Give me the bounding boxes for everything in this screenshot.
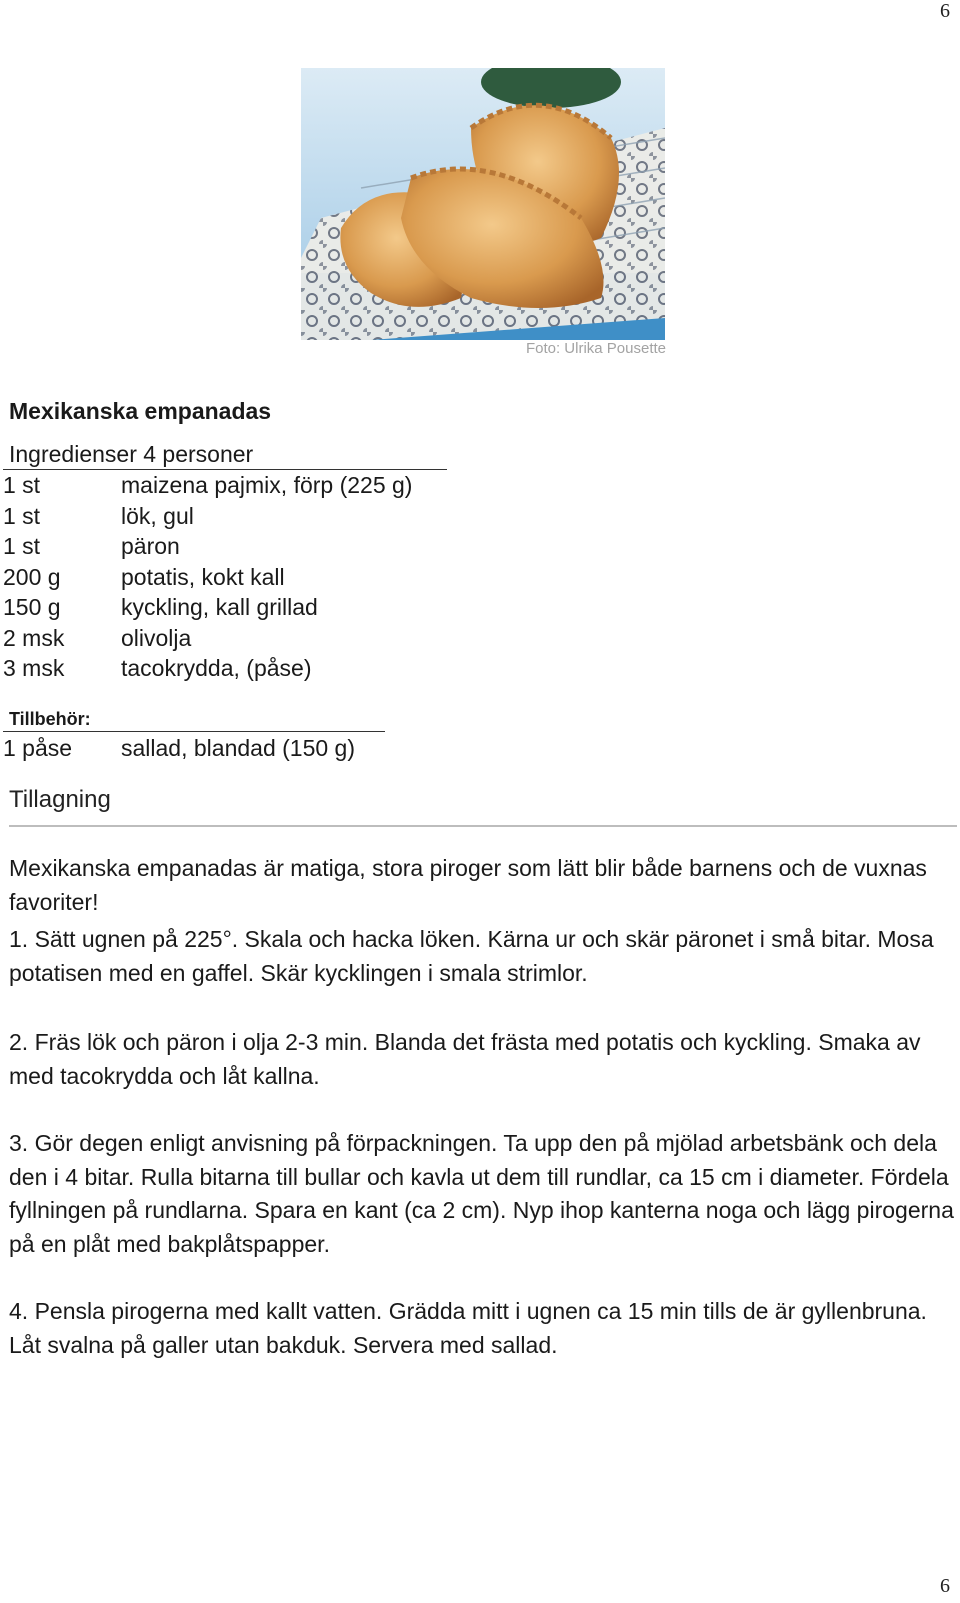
ingredient-name: lök, gul [121, 502, 194, 529]
ingredient-amount: 2 msk [3, 624, 65, 651]
step-2: 2. Fräs lök och päron i olja 2-3 min. Blanda det frästa med potatis och kyckling. Smaka av med tacokrydda och låt kallna. [9, 1029, 921, 1089]
ingredient-amount: 150 g [3, 594, 61, 620]
ingredient-name: kyckling, kall grillad [121, 594, 318, 620]
preparation-heading: Tillagning [9, 786, 111, 813]
ingredient-amount: 200 g [3, 563, 61, 590]
step-1: 1. Sätt ugnen på 225°. Skala och hacka löken. Kärna ur och skär päronet i små bitar. Mosa potatisen med en gaffel. Skär kycklingen i smala strimlor. [9, 926, 934, 986]
accessories-heading: Tillbehör: [3, 708, 385, 732]
page-number-bottom: 6 [940, 1575, 950, 1597]
ingredient-amount: 1 st [3, 502, 41, 529]
step-4: 4. Pensla pirogerna med kallt vatten. Grädda mitt i ugnen ca 15 min tills de är gyllenbruna. Låt svalna på galler utan bakduk. Servera med sallad. [9, 1298, 927, 1358]
section-divider [9, 825, 957, 827]
accessory-amount: 1 påse [3, 735, 73, 761]
ingredient-amount: 3 msk [3, 655, 65, 681]
ingredients-heading: Ingredienser 4 personer [3, 441, 447, 470]
page-number-top: 6 [940, 0, 950, 22]
empanadas-photo [301, 68, 665, 340]
empanadas-illustration [301, 68, 665, 340]
ingredient-name: päron [121, 533, 180, 559]
recipe-title: Mexikanska empanadas [9, 398, 272, 424]
accessory-name: sallad, blandad (150 g) [121, 735, 355, 761]
ingredient-name: olivolja [121, 624, 192, 651]
ingredient-amount: 1 st [3, 533, 41, 559]
photo-caption: Foto: Ulrika Pousette [525, 340, 666, 357]
step-3: 3. Gör degen enligt anvisning på förpackningen. Ta upp den på mjölad arbetsbänk och dela den i 4 bitar. Rulla bitarna till bullar och kavla ut dem till rundlar, ca 15 cm i diameter. Fördela fyllningen på rundlarna. Spara en kant (ca 2 cm). Nyp ihop kanterna noga och lägg pirogerna på en plåt med bakplåtspapper. [9, 1130, 954, 1257]
ingredient-amount: 1 st [3, 472, 41, 498]
recipe-intro: Mexikanska empanadas är matiga, stora piroger som lätt blir både barnens och de vuxnas favoriter! [9, 855, 927, 915]
ingredient-name: tacokrydda, (påse) [121, 655, 312, 681]
ingredient-name: maizena pajmix, förp (225 g) [121, 472, 413, 498]
ingredient-name: potatis, kokt kall [121, 563, 285, 590]
